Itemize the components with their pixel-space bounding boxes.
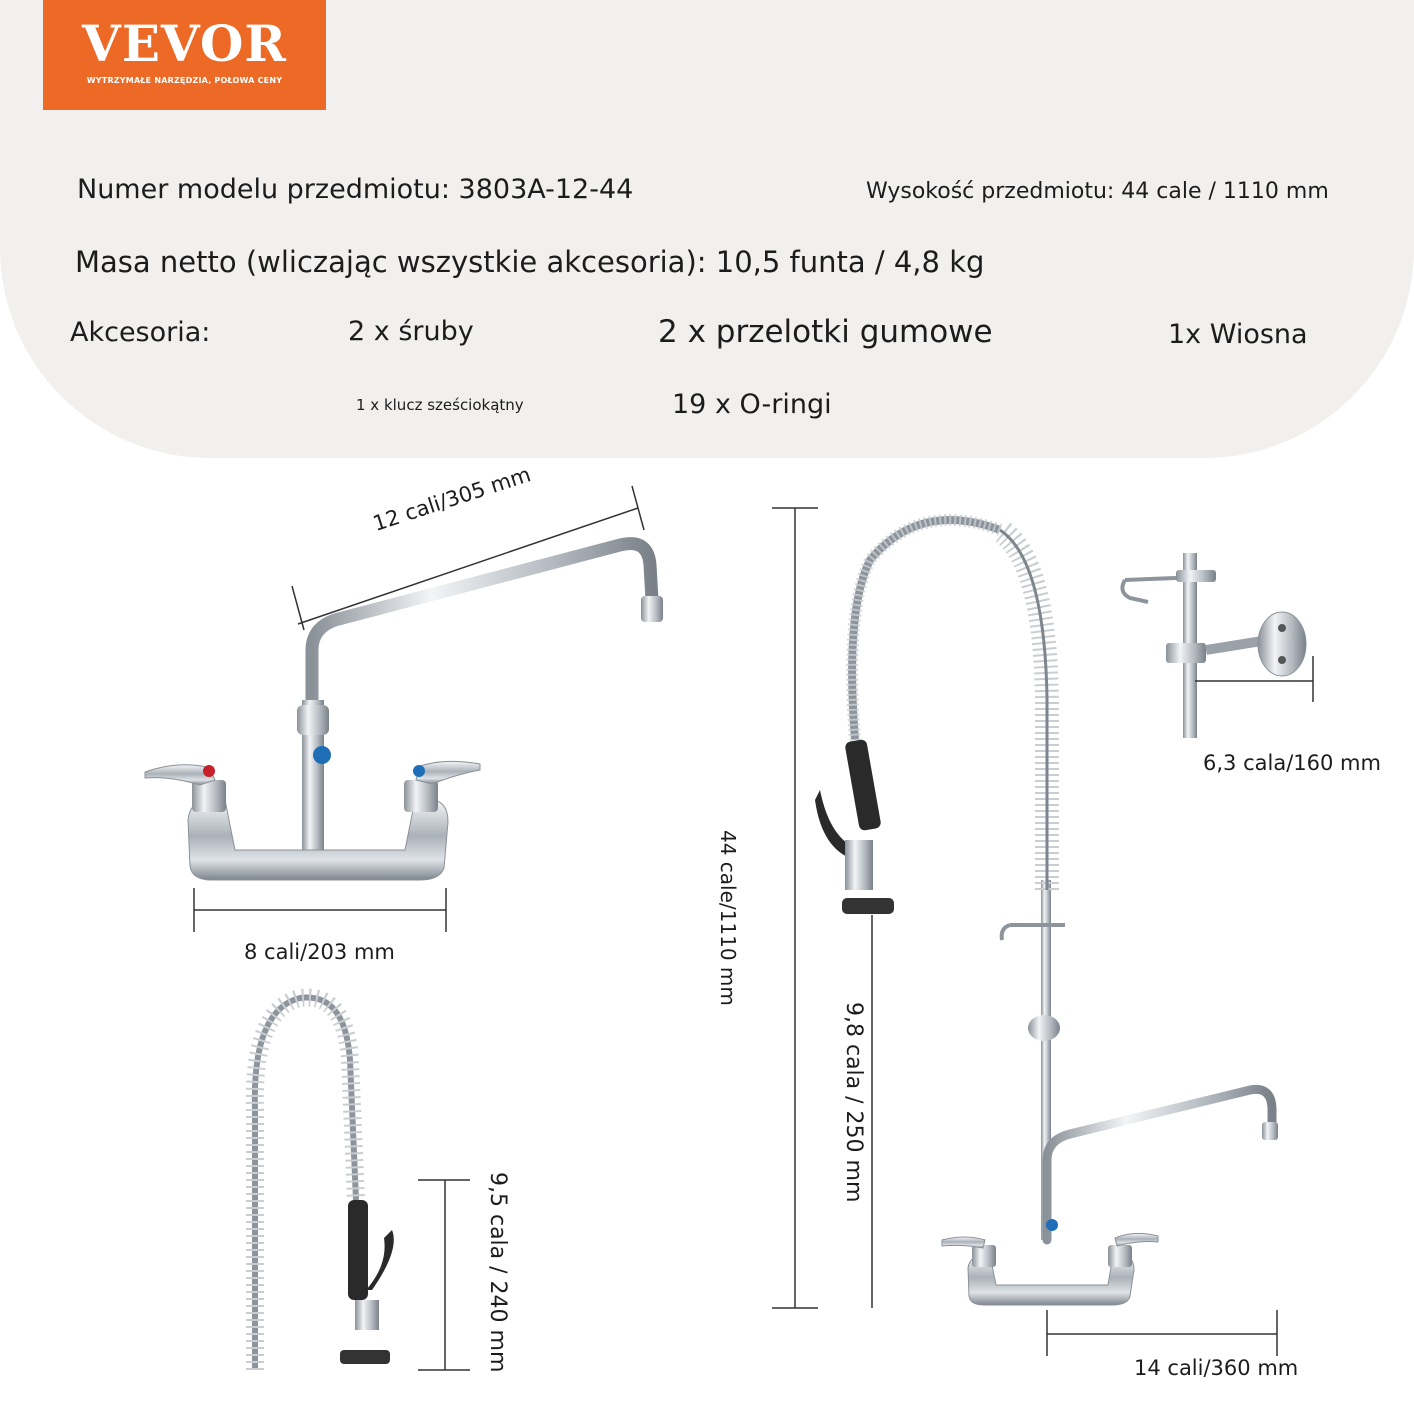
brand-tagline: WYTRZYMAŁE NARZĘDZIA, POŁOWA CENY [86,76,283,85]
total-height-label: 44 cale/1110 mm [716,830,740,1006]
accessory-grommets: 2 x przelotki gumowe [658,314,993,350]
hose-length-label: 9,8 cala / 250 mm [841,1002,866,1203]
spout-length-label: 12 cali/305 mm [370,462,534,536]
accessory-hex-key: 1 x klucz sześciokątny [356,396,524,414]
faucet-illustration [145,486,663,932]
accessories-label: Akcesoria: [70,317,211,348]
accessory-screws: 2 x śruby [348,316,474,347]
accessory-o-rings: 19 x O-ringi [672,389,832,420]
wall-bracket-illustration [1122,553,1313,738]
sprayer-illustration [255,998,470,1370]
net-mass: Masa netto (wliczając wszystkie akcesoria): 10,5 funta / 4,8 kg [75,245,985,279]
base-width-label: 14 cali/360 mm [1134,1356,1299,1380]
faucet-width-label: 8 cali/203 mm [244,940,395,964]
bracket-length-label: 6,3 cala/160 mm [1203,751,1381,775]
pre-rinse-unit-illustration [772,508,1278,1356]
sprayer-length-label: 9,5 cala / 240 mm [485,1172,510,1373]
item-height: Wysokość przedmiotu: 44 cale / 1110 mm [866,179,1329,204]
model-number: Numer modelu przedmiotu: 3803A-12-44 [77,174,634,205]
accessory-spring: 1x Wiosna [1168,319,1308,350]
brand-name: VEVOR [82,14,287,73]
